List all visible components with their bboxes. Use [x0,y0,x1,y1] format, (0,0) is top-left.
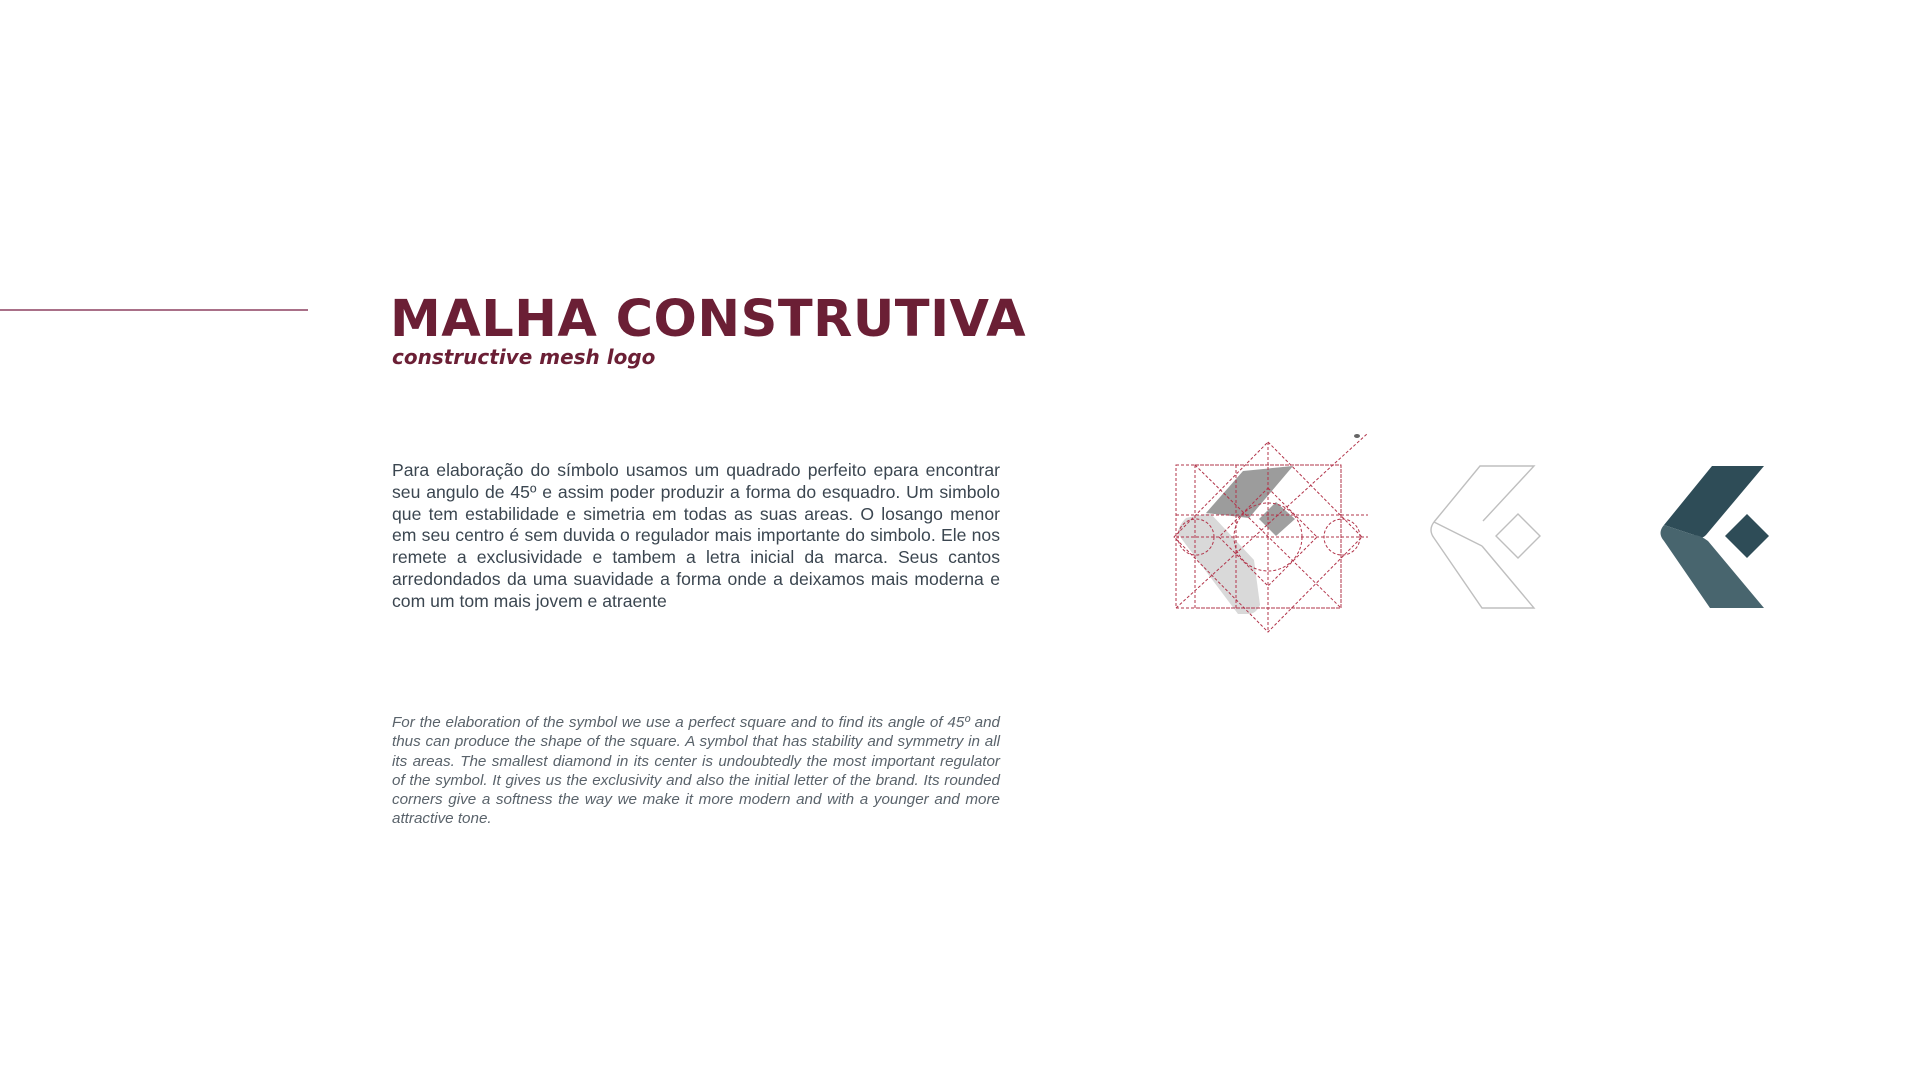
final-logo-icon [1648,420,1788,640]
description-english: For the elaboration of the symbol we use a perfect square and to find its angle of 45º and thus can produce the shape of the square. A symbol that has stability and symmetry in all its areas. The smallest diamond in its center is undoubtedly the most important regulator of the symbol. It gives us the exclusivity and also the initial letter of the brand. Its rounded corners give a softness the way we make it more modern and with a younger and more attractive tone. [392,714,1000,828]
page-subtitle: constructive mesh logo [392,345,656,369]
decorative-rule-line [0,309,308,311]
page-title: MALHA CONSTRUTIVA [390,290,1027,349]
construction-grid-logo-icon [1160,420,1380,640]
outline-logo-icon [1420,420,1570,640]
description-portuguese: Para elaboração do símbolo usamos um quadrado perfeito epara encontrar seu angulo de 45º e assim poder produzir a forma do esquadro. Um simbolo que tem estabilidade e simetria em todas as suas areas. O losango menor em seu centro é sem duvida o regulador mais importante do simbolo. Ele nos remete a exclusividade e tambem a letra inicial da marca. Seus cantos arredondados da uma suavidade a forma onde a deixamos mais moderna e com um tom mais jovem e atraente [392,460,1000,611]
